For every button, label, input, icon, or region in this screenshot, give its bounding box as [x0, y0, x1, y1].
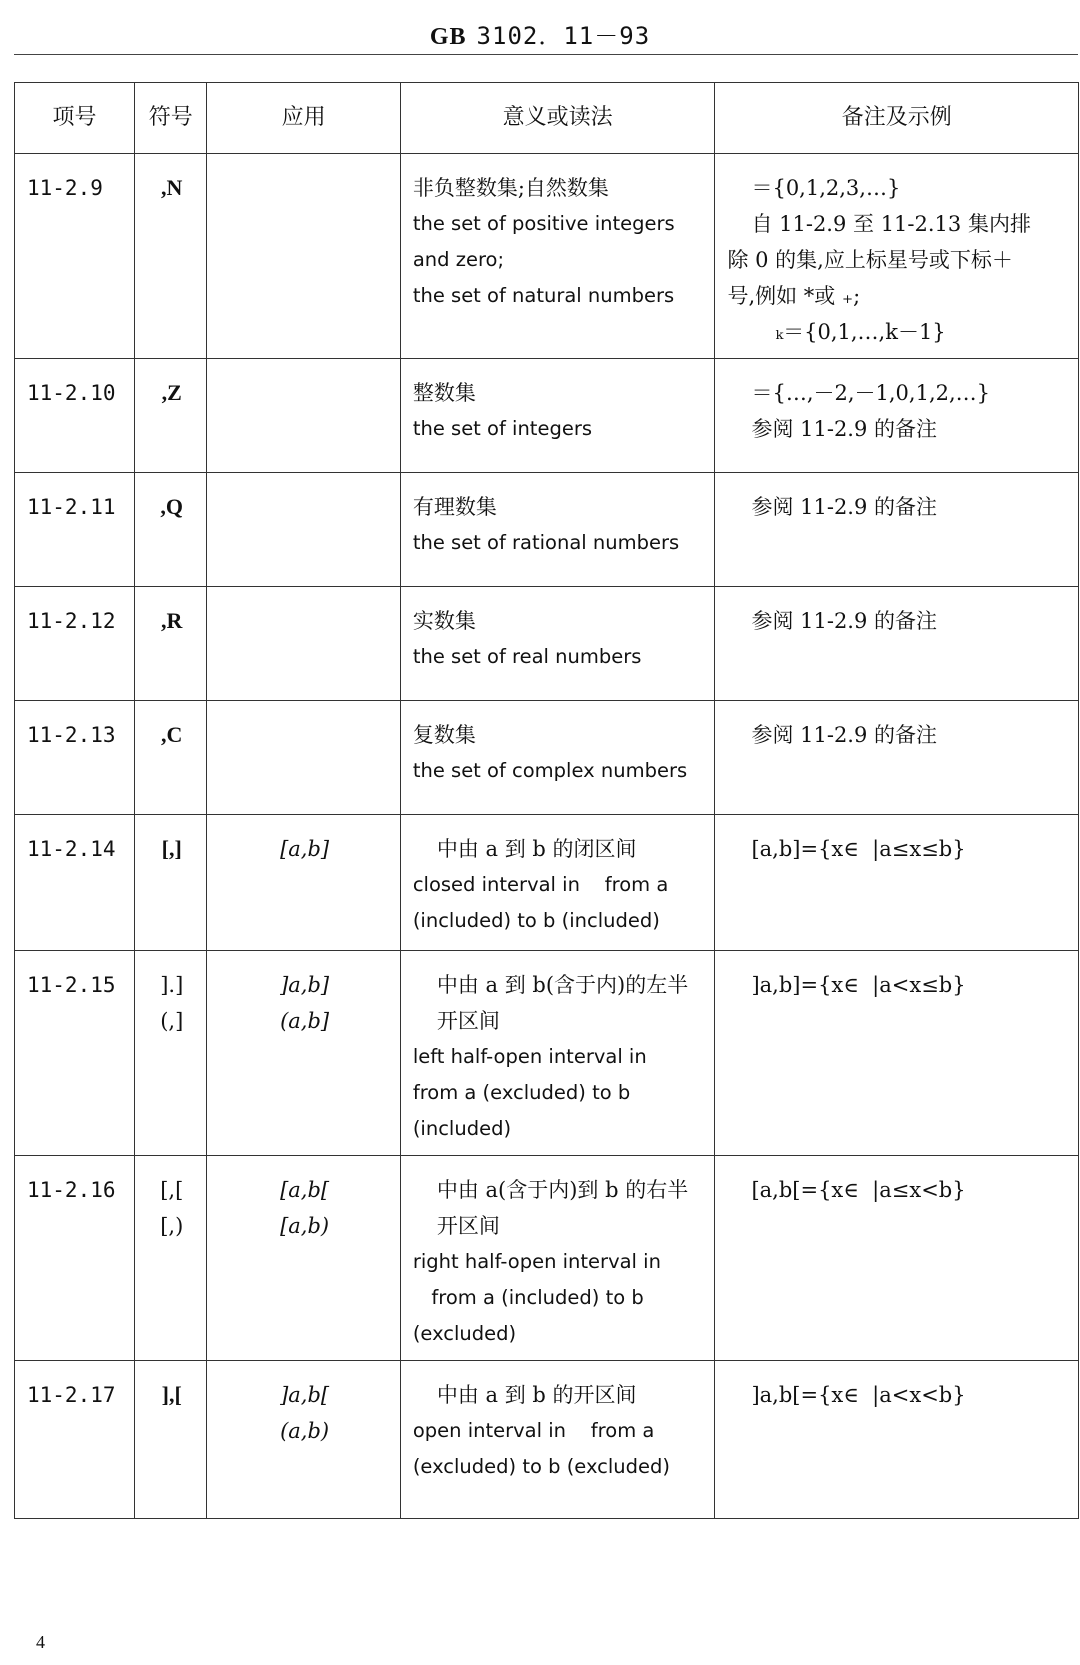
meaning-cell: [400, 1361, 715, 1519]
symbol-cell: [135, 815, 207, 951]
meaning-english: from a (included) to b: [412, 1286, 644, 1309]
application-cell: [207, 154, 400, 359]
symbol: ,N: [161, 175, 183, 200]
page-header: [0, 16, 1080, 51]
standard-number: 3102．11－93: [476, 22, 651, 50]
meaning-english: (included) to b (included): [412, 909, 660, 932]
remark-line: 除 0 的集,应上标星号或下标＋: [727, 248, 1013, 272]
remark-line: ₖ＝{0,1,…,k－1}: [775, 320, 946, 344]
meaning-cell: [400, 587, 715, 701]
symbol: ].] (,]: [160, 973, 184, 1033]
meaning-cell: [400, 1156, 715, 1361]
table-row: [15, 359, 1079, 473]
meaning-english: the set of natural numbers: [412, 284, 675, 307]
col-header-application: 应用: [207, 83, 400, 154]
meaning-english: the set of complex numbers: [412, 759, 688, 782]
meaning-cell: [400, 951, 715, 1156]
item-number: 11-2.16: [15, 1156, 135, 1361]
meaning-english: right half-open interval in: [412, 1250, 661, 1273]
symbol-cell: [135, 359, 207, 473]
symbol-cell: [135, 1361, 207, 1519]
application-cell: [207, 951, 400, 1156]
meaning-english: from a (excluded) to b: [412, 1081, 631, 1104]
symbol: ,Q: [160, 494, 184, 519]
remark-line: ＝{0,1,2,3,…}: [751, 176, 901, 200]
remark-line: 自 11-2.9 至 11-2.13 集内排: [751, 212, 1031, 236]
item-number: 11-2.15: [15, 951, 135, 1156]
remark-line: 参阅 11-2.9 的备注: [751, 495, 938, 519]
col-header-meaning: 意义或读法: [400, 83, 715, 154]
application-example: (a,b]: [280, 1009, 330, 1033]
meaning-chinese: 中由 a 到 b(含于内)的左半开区间: [436, 973, 689, 1033]
application-example: [a,b[: [280, 1178, 330, 1202]
page-number: 4: [36, 1632, 45, 1652]
table-body: [15, 154, 1079, 1519]
item-number: 11-2.11: [15, 473, 135, 587]
symbol-cell: [135, 951, 207, 1156]
application-example: ]a,b]: [280, 973, 330, 997]
application-cell: [207, 1361, 400, 1519]
standard-code: GB: [429, 24, 467, 50]
remarks-cell: [715, 359, 1079, 473]
symbol-cell: [135, 587, 207, 701]
item-number: 11-2.12: [15, 587, 135, 701]
meaning-chinese: 有理数集: [412, 495, 497, 519]
remarks-cell: [715, 815, 1079, 951]
meaning-cell: [400, 473, 715, 587]
meaning-english: (excluded): [412, 1322, 517, 1345]
application-example: (a,b): [280, 1419, 330, 1443]
symbol: [,[ [,): [160, 1178, 184, 1238]
table-row: [15, 701, 1079, 815]
remarks-cell: [715, 951, 1079, 1156]
application-cell: [207, 701, 400, 815]
item-number: 11-2.13: [15, 701, 135, 815]
meaning-chinese: 中由 a 到 b 的闭区间: [436, 837, 637, 861]
remarks-cell: [715, 473, 1079, 587]
meaning-english: the set of rational numbers: [412, 531, 680, 554]
meaning-chinese: 整数集: [412, 381, 476, 405]
header-rule: [14, 54, 1078, 55]
item-number: 11-2.9: [15, 154, 135, 359]
meaning-english: the set of positive integers: [412, 212, 675, 235]
meaning-english: closed interval in from a: [412, 873, 669, 896]
meaning-chinese: 复数集: [412, 723, 476, 747]
meaning-chinese: 中由 a 到 b 的开区间: [436, 1383, 637, 1407]
remarks-cell: [715, 1361, 1079, 1519]
symbol: ,C: [161, 722, 183, 747]
meaning-cell: [400, 154, 715, 359]
table-row: [15, 587, 1079, 701]
col-header-symbol: 符号: [135, 83, 207, 154]
meaning-english: (excluded) to b (excluded): [412, 1455, 671, 1478]
remark-line: ＝{…,－2,－1,0,1,2,…}: [751, 381, 991, 405]
col-header-remarks: 备注及示例: [715, 83, 1079, 154]
remarks-cell: [715, 1156, 1079, 1361]
meaning-chinese: 实数集: [412, 609, 476, 633]
meaning-chinese: 非负整数集;自然数集: [412, 176, 609, 200]
meaning-english: the set of real numbers: [412, 645, 642, 668]
application-cell: [207, 473, 400, 587]
symbols-table: [14, 82, 1079, 1519]
meaning-cell: [400, 701, 715, 815]
remark-line: [a,b[={x∈ |a≤x<b}: [751, 1178, 966, 1202]
symbol-cell: [135, 701, 207, 815]
item-number: 11-2.14: [15, 815, 135, 951]
meaning-english: (included): [412, 1117, 512, 1140]
meaning-english: the set of integers: [412, 417, 592, 440]
remark-line: 参阅 11-2.9 的备注: [751, 609, 938, 633]
symbol-cell: [135, 473, 207, 587]
symbol-cell: [135, 154, 207, 359]
table-row: [15, 154, 1079, 359]
meaning-english: and zero;: [412, 248, 505, 271]
table-row: [15, 1156, 1079, 1361]
symbol: ,R: [161, 608, 183, 633]
application-example: [a,b): [280, 1214, 330, 1238]
application-cell: [207, 815, 400, 951]
application-example: [a,b]: [280, 837, 330, 861]
remarks-cell: [715, 154, 1079, 359]
col-header-no: 项号: [15, 83, 135, 154]
table-row: [15, 1361, 1079, 1519]
application-example: ]a,b[: [280, 1383, 330, 1407]
symbol: ,Z: [161, 380, 182, 405]
symbol: ],[: [161, 1382, 182, 1407]
meaning-chinese: 中由 a(含于内)到 b 的右半开区间: [436, 1178, 689, 1238]
meaning-english: open interval in from a: [412, 1419, 655, 1442]
remark-line: ]a,b]={x∈ |a<x≤b}: [751, 973, 966, 997]
item-number: 11-2.10: [15, 359, 135, 473]
remarks-cell: [715, 701, 1079, 815]
application-cell: [207, 359, 400, 473]
remark-line: [a,b]={x∈ |a≤x≤b}: [751, 837, 966, 861]
application-cell: [207, 1156, 400, 1361]
item-number: 11-2.17: [15, 1361, 135, 1519]
symbol-cell: [135, 1156, 207, 1361]
table-row: [15, 473, 1079, 587]
table-header-row: [15, 83, 1079, 154]
remark-line: 参阅 11-2.9 的备注: [751, 417, 938, 441]
remark-line: 号,例如 *或 ₊;: [727, 284, 861, 308]
symbol: [,]: [161, 836, 182, 861]
meaning-cell: [400, 815, 715, 951]
meaning-cell: [400, 359, 715, 473]
remarks-cell: [715, 587, 1079, 701]
remark-line: 参阅 11-2.9 的备注: [751, 723, 938, 747]
meaning-english: left half-open interval in: [412, 1045, 647, 1068]
table-row: [15, 951, 1079, 1156]
table-row: [15, 815, 1079, 951]
remark-line: ]a,b[={x∈ |a<x<b}: [751, 1383, 966, 1407]
application-cell: [207, 587, 400, 701]
